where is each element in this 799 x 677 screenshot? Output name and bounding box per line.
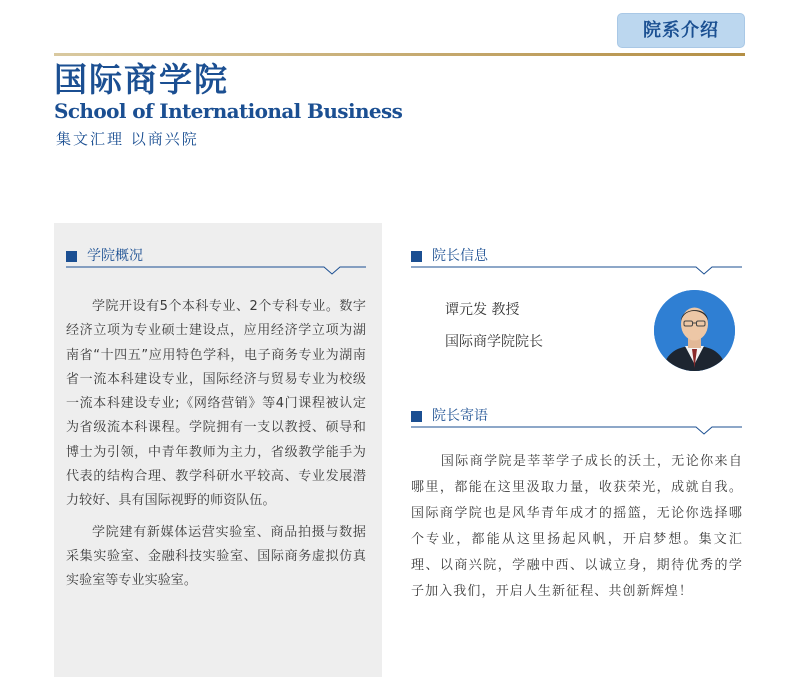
- section-square-icon: [411, 411, 422, 422]
- college-title-en: School of International Business: [54, 99, 403, 123]
- dean-message-heading: [411, 405, 742, 433]
- dean-portrait: [654, 290, 735, 371]
- dean-info-heading-label: 院长信息: [432, 248, 488, 264]
- overview-heading: [66, 245, 366, 273]
- college-title-cn: 国际商学院: [54, 60, 229, 99]
- section-underline-notch-icon: [411, 423, 742, 435]
- dean-message-heading-label: 院长寄语: [432, 408, 488, 424]
- section-square-icon: [411, 251, 422, 262]
- dean-portrait-icon: [654, 290, 735, 371]
- dean-info-heading: [411, 245, 742, 273]
- college-motto: 集文汇理 以商兴院: [56, 130, 199, 148]
- overview-body: [66, 295, 366, 601]
- dean-name: 谭元发 教授: [445, 302, 520, 318]
- section-underline-notch-icon: [66, 263, 366, 275]
- overview-paragraph: 学院建有新媒体运营实验室、商品拍摄与数据采集实验室、金融科技实验室、国际商务虚拟仿真实验室等专业实验室。: [66, 524, 366, 589]
- dean-message-body: 国际商学院是莘莘学子成长的沃土，无论你来自哪里，都能在这里汲取力量，收获荣光，成就自我。国际商学院也是风华青年成才的摇篮，无论你选择哪个专业，都能从这里扬起风帆，开启梦想。集文汇理、以商兴院，学融中西、以诚立身，期待优秀的学子加入我们，开启人生新征程、共创新辉煌！: [411, 454, 743, 599]
- overview-heading-label: 学院概况: [87, 248, 143, 264]
- overview-paragraph: 学院开设有5个本科专业、2个专科专业。数字经济立项为专业硕士建设点，应用经济学立项为湖南省“十四五”应用特色学科，电子商务专业为湖南省一流本科建设专业，国际经济与贸易专业为校级一流本科建设专业;《网络营销》等4门课程被认定为省级流本科课程。学院拥有一支以教授、硕导和博士为引领，中青年教师为主力，省级教学能手为代表的结构合理、教学科研水平较高、专业发展潜力较好、具有国际视野的师资队伍。: [66, 299, 366, 509]
- section-square-icon: [66, 251, 77, 262]
- dean-position: 国际商学院院长: [445, 334, 543, 350]
- header-divider: [54, 53, 745, 56]
- section-underline-notch-icon: [411, 263, 742, 275]
- department-badge: 院系介绍: [617, 13, 745, 48]
